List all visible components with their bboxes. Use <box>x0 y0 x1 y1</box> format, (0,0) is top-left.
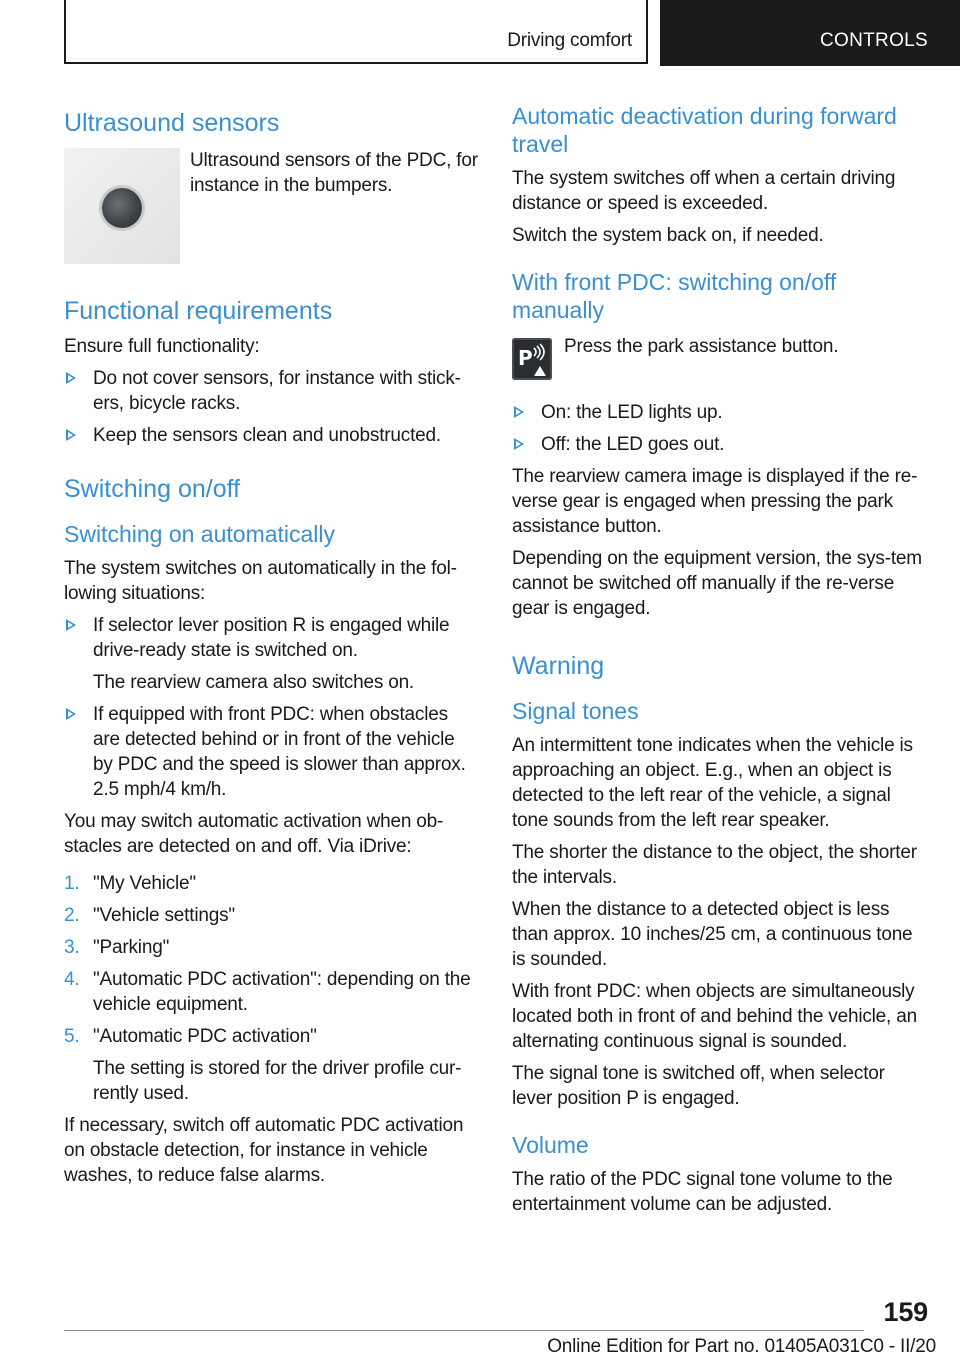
footer-edition: Online Edition for Part no. 01405A031C0 - II/20 <box>547 1336 936 1357</box>
sensor-dot-icon <box>102 188 142 228</box>
list-item: If equipped with front PDC: when obstacles are detected behind or in front of the vehicle by PDC and the speed is slower than approx. 2.5 mph/4 km/h. <box>64 702 476 802</box>
triangle-bullet-icon <box>514 438 524 450</box>
triangle-bullet-icon <box>66 619 76 631</box>
switching-closing: If necessary, switch off automatic PDC activation on obstacle detection, for instance in vehicle washes, to reduce false alarms. <box>64 1115 464 1186</box>
chapter-title: CONTROLS <box>820 30 928 51</box>
switching-after: You may switch automatic activation when ob-stacles are detected on and off. Via iDrive: <box>64 811 444 857</box>
park-button-row <box>512 332 928 388</box>
deactivation-text-2: Switch the system back on, if needed. <box>512 225 824 246</box>
heading-signal-tones: Signal tones <box>512 698 639 724</box>
front-pdc-text: The rearview camera image is displayed if the re-verse gear is engaged when pressing the park assistance button. <box>512 466 918 537</box>
idrive-steps <box>64 871 476 1106</box>
list-item: Do not cover sensors, for instance with stick-ers, bicycle racks. <box>64 366 476 416</box>
front-pdc-text-2: Depending on the equipment version, the sys-tem cannot be switched off manually if the re-verse gear is engaged. <box>512 548 922 619</box>
signal-text: When the distance to a detected object is less than approx. 10 inches/25 cm, a continuous tone is sounded. <box>512 899 913 970</box>
footer-rule <box>64 1330 864 1331</box>
heading-front-pdc-manual: With front PDC: switching on/off manually <box>512 269 837 323</box>
switching-list <box>64 613 476 802</box>
park-assist-button-icon <box>512 338 552 380</box>
step-item: 5. "Automatic PDC activation" The setting is stored for the driver profile cur-rently used. <box>64 1024 476 1106</box>
page-number: 159 <box>883 1297 928 1327</box>
step-item: 1. "My Vehicle" <box>64 873 196 894</box>
heading-functional-requirements: Functional requirements <box>64 297 333 325</box>
page-header <box>64 0 960 66</box>
switching-intro: The system switches on automatically in the fol-lowing situations: <box>64 558 457 604</box>
left-column <box>64 100 476 1195</box>
step-item: 4. "Automatic PDC activation": depending on the vehicle equipment. <box>64 969 471 1015</box>
signal-text: An intermittent tone indicates when the vehicle is approaching an object. E.g., when an object is detected to the left rear of the vehicle, a signal tone sounds from the left rear speaker. <box>512 735 913 831</box>
step-item: 2. "Vehicle settings" <box>64 905 235 926</box>
step-note: The setting is stored for the driver profile cur-rently used. <box>93 1058 462 1104</box>
step-item: 3. "Parking" <box>64 937 170 958</box>
list-item-note: The rearview camera also switches on. <box>93 672 415 693</box>
triangle-bullet-icon <box>66 429 76 441</box>
right-column <box>512 100 928 1224</box>
ultrasound-sensor-image <box>64 148 180 264</box>
ultrasound-section <box>64 106 476 276</box>
heading-automatic-deactivation: Automatic deactivation during forward travel <box>512 103 897 157</box>
press-park-text: Press the park assistance button. <box>564 336 839 357</box>
triangle-bullet-icon <box>66 708 76 720</box>
header-section-box <box>64 0 648 64</box>
heading-volume: Volume <box>512 1132 589 1158</box>
functional-intro: Ensure full functionality: <box>64 336 260 357</box>
ultrasound-description: Ultrasound sensors of the PDC, for instance in the bumpers. <box>190 150 478 196</box>
signal-text: With front PDC: when objects are simultaneously located both in front of and behind the vehicle, an alternating continuous signal is sounded. <box>512 981 917 1052</box>
heading-ultrasound-sensors: Ultrasound sensors <box>64 109 280 137</box>
volume-text: The ratio of the PDC signal tone volume to the entertainment volume can be adjusted. <box>512 1169 893 1215</box>
heading-warning: Warning <box>512 652 605 680</box>
triangle-bullet-icon <box>514 406 524 418</box>
deactivation-text: The system switches off when a certain driving distance or speed is exceeded. <box>512 168 896 214</box>
signal-text: The signal tone is switched off, when selector lever position P is engaged. <box>512 1063 885 1109</box>
header-chapter-box <box>660 0 960 66</box>
functional-list <box>64 366 476 448</box>
list-item: Keep the sensors clean and unobstructed. <box>64 423 476 448</box>
led-list <box>512 400 928 457</box>
section-title: Driving comfort <box>507 30 632 51</box>
list-item: If selector lever position R is engaged while drive-ready state is switched on. The rearview camera also switches on. <box>64 613 476 695</box>
list-item: Off: the LED goes out. <box>512 432 928 457</box>
signal-text: The shorter the distance to the object, the shorter the intervals. <box>512 842 917 888</box>
triangle-bullet-icon <box>66 372 76 384</box>
heading-switching-on-automatically: Switching on automatically <box>64 521 336 547</box>
svg-text:P: P <box>518 346 533 370</box>
list-item: On: the LED lights up. <box>512 400 928 425</box>
heading-switching-on-off: Switching on/off <box>64 475 241 503</box>
